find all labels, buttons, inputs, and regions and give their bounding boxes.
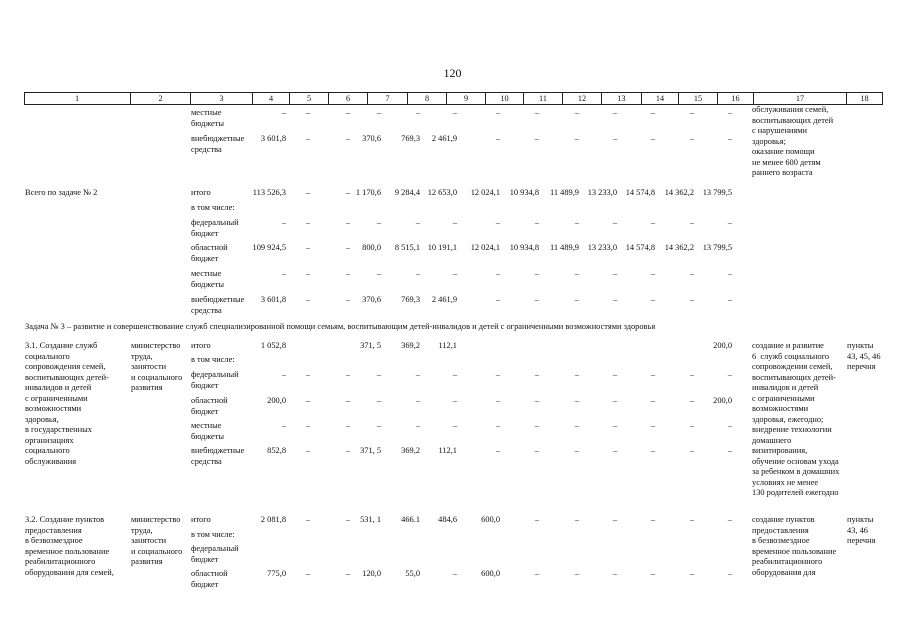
amount-cell: 775,0 (267, 569, 286, 578)
amount-cell: 13 799,5 (702, 188, 732, 197)
amount-cell: – (612, 295, 617, 304)
amount-cell: – (689, 515, 694, 524)
amount-cell: 2 461,9 (431, 295, 457, 304)
column-header-17: 17 (753, 93, 846, 104)
amount-cell: 14 574,8 (625, 243, 655, 252)
amount-cell: – (612, 396, 617, 405)
amount-cell: – (415, 108, 420, 117)
amount-cell: 13 233,0 (587, 243, 617, 252)
funding-source-label: итого (191, 515, 211, 524)
column-header-8: 8 (407, 93, 446, 104)
amount-cell: – (345, 269, 350, 278)
column-header-18: 18 (846, 93, 882, 104)
amount-cell: – (345, 108, 350, 117)
amount-cell: – (345, 569, 350, 578)
amount-cell: – (534, 108, 539, 117)
amount-cell: – (689, 134, 694, 143)
amount-cell: – (376, 108, 381, 117)
funding-source-label: местные бюджеты (191, 269, 225, 289)
amount-cell: 12 024,1 (470, 188, 500, 197)
amount-cell: 600,0 (481, 515, 500, 524)
amount-cell: 600,0 (481, 569, 500, 578)
funding-source-label: в том числе: (191, 203, 235, 212)
amount-cell: 852,8 (267, 446, 286, 455)
amount-cell: – (281, 269, 286, 278)
column-header-5: 5 (289, 93, 328, 104)
amount-cell: – (376, 370, 381, 379)
amount-cell: – (345, 515, 350, 524)
amount-cell: – (612, 218, 617, 227)
reference-text: пункты 43, 45, 46 перечня (847, 341, 881, 371)
amount-cell: – (650, 569, 655, 578)
amount-cell: – (689, 269, 694, 278)
activity-name: 3.1. Создание служб социального сопровождения семей, воспитывающих детей- инвалидов и детей с ограниченными возможностями здоровья, в государственных организациях социального обслуживания (25, 341, 109, 466)
amount-cell: – (650, 370, 655, 379)
amount-cell: – (452, 569, 457, 578)
amount-cell: – (534, 515, 539, 524)
amount-cell: – (574, 370, 579, 379)
column-header-11: 11 (523, 93, 562, 104)
column-header-4: 4 (252, 93, 289, 104)
amount-cell: – (495, 134, 500, 143)
amount-cell: – (574, 134, 579, 143)
amount-cell: 466.1 (401, 515, 420, 524)
amount-cell: – (305, 569, 310, 578)
funding-source-label: областной бюджет (191, 243, 228, 263)
amount-cell: 369,2 (401, 446, 420, 455)
amount-cell: – (305, 269, 310, 278)
amount-cell: – (305, 515, 310, 524)
amount-cell: – (415, 396, 420, 405)
responsible-executor: министерство труда, занятости и социального развития (131, 341, 183, 392)
amount-cell: 800,0 (362, 243, 381, 252)
amount-cell: – (727, 370, 732, 379)
funding-source-label: внебюджетные средства (191, 295, 245, 315)
amount-cell: – (305, 134, 310, 143)
amount-cell: – (650, 218, 655, 227)
funding-source-label: в том числе: (191, 355, 235, 364)
amount-cell: – (495, 421, 500, 430)
amount-cell: – (727, 446, 732, 455)
amount-cell: – (452, 370, 457, 379)
amount-cell: 3 601,8 (260, 134, 286, 143)
amount-cell: – (689, 108, 694, 117)
amount-cell: 10 934,8 (509, 243, 539, 252)
amount-cell: 200,0 (267, 396, 286, 405)
amount-cell: 14 362,2 (664, 243, 694, 252)
amount-cell: 12 653,0 (427, 188, 457, 197)
amount-cell: – (727, 134, 732, 143)
amount-cell: 3 601,8 (260, 295, 286, 304)
amount-cell: – (345, 134, 350, 143)
amount-cell: – (495, 446, 500, 455)
amount-cell: – (612, 515, 617, 524)
amount-cell: – (689, 569, 694, 578)
amount-cell: – (415, 218, 420, 227)
amount-cell: – (727, 269, 732, 278)
column-header-10: 10 (485, 93, 523, 104)
amount-cell: 10 191,1 (427, 243, 457, 252)
amount-cell: – (305, 421, 310, 430)
amount-cell: – (689, 446, 694, 455)
amount-cell: 2 461,9 (431, 134, 457, 143)
amount-cell: – (345, 243, 350, 252)
page-number: 120 (443, 66, 462, 80)
column-header-12: 12 (562, 93, 601, 104)
funding-source-label: федеральный бюджет (191, 218, 239, 238)
column-header-16: 16 (717, 93, 753, 104)
amount-cell: – (689, 218, 694, 227)
amount-cell: – (574, 295, 579, 304)
amount-cell: – (415, 269, 420, 278)
amount-cell: 113 526,3 (252, 188, 286, 197)
amount-cell: 8 515,1 (394, 243, 420, 252)
amount-cell: 370,6 (362, 134, 381, 143)
amount-cell: – (612, 446, 617, 455)
amount-cell: – (612, 370, 617, 379)
amount-cell: – (495, 370, 500, 379)
amount-cell: – (650, 515, 655, 524)
amount-cell: – (305, 295, 310, 304)
column-header-3: 3 (190, 93, 252, 104)
amount-cell: – (727, 218, 732, 227)
column-header-13: 13 (601, 93, 641, 104)
funding-source-label: в том числе: (191, 530, 235, 539)
amount-cell: – (495, 295, 500, 304)
amount-cell: 112,1 (438, 341, 457, 350)
amount-cell: – (376, 269, 381, 278)
amount-cell: 11 489,9 (549, 243, 579, 252)
amount-cell: 371, 5 (360, 446, 381, 455)
amount-cell: 9 284,4 (394, 188, 420, 197)
column-header-6: 6 (328, 93, 367, 104)
amount-cell: – (574, 421, 579, 430)
amount-cell: – (574, 396, 579, 405)
amount-cell: – (281, 421, 286, 430)
task-total-title: Всего по задаче № 2 (25, 188, 98, 197)
activity-name: 3.2. Создание пунктов предоставления в безвозмездное временное пользование реабилитационного оборудования для семей, (25, 515, 114, 577)
amount-cell: – (534, 569, 539, 578)
funding-source-label: местные бюджеты (191, 108, 225, 128)
funding-source-label: федеральный бюджет (191, 544, 239, 564)
amount-cell: 1 052,8 (260, 341, 286, 350)
column-header-2: 2 (130, 93, 190, 104)
amount-cell: – (574, 218, 579, 227)
amount-cell: – (612, 134, 617, 143)
amount-cell: – (281, 370, 286, 379)
amount-cell: – (727, 295, 732, 304)
amount-cell: – (345, 188, 350, 197)
funding-source-label: областной бюджет (191, 569, 228, 589)
amount-cell: – (574, 446, 579, 455)
amount-cell: – (650, 421, 655, 430)
amount-cell: 531, 1 (360, 515, 381, 524)
amount-cell: 14 574,8 (625, 188, 655, 197)
funding-source-label: внебюджетные средства (191, 446, 245, 466)
amount-cell: – (452, 421, 457, 430)
amount-cell: – (650, 295, 655, 304)
amount-cell: – (281, 218, 286, 227)
amount-cell: – (534, 134, 539, 143)
amount-cell: – (534, 421, 539, 430)
amount-cell: 14 362,2 (664, 188, 694, 197)
column-header-9: 9 (446, 93, 485, 104)
column-header-14: 14 (641, 93, 678, 104)
amount-cell: – (495, 108, 500, 117)
amount-cell: – (305, 370, 310, 379)
amount-cell: – (534, 218, 539, 227)
amount-cell: – (727, 515, 732, 524)
amount-cell: – (574, 515, 579, 524)
amount-cell: – (727, 569, 732, 578)
amount-cell: – (534, 269, 539, 278)
amount-cell: – (415, 421, 420, 430)
amount-cell: – (612, 269, 617, 278)
amount-cell: – (345, 218, 350, 227)
funding-source-label: итого (191, 188, 211, 197)
amount-cell: – (495, 396, 500, 405)
expected-result-text: создание пунктов предоставления в безвозмездное временное пользование реабилитационного оборудования для (752, 515, 837, 577)
amount-cell: – (612, 569, 617, 578)
amount-cell: 200,0 (713, 396, 732, 405)
amount-cell: – (689, 396, 694, 405)
amount-cell: 120,0 (362, 569, 381, 578)
amount-cell: – (415, 370, 420, 379)
expected-result-text: создание и развитие 6 служб социального сопровождения семей, воспитывающих детей- инвалидов и детей с ограниченными возможностями здоровья, ежегодно; внедрение технологии домашнего визитирования, обучение основам ухода за ребенком в домашних условиях не менее 130 родителей ежегодно (752, 341, 840, 497)
amount-cell: 55,0 (405, 569, 420, 578)
amount-cell: – (452, 108, 457, 117)
amount-cell: – (650, 446, 655, 455)
amount-cell: 484,6 (438, 515, 457, 524)
amount-cell: 13 233,0 (587, 188, 617, 197)
reference-text: пункты 43, 46 перечня (847, 515, 876, 545)
amount-cell: 2 081,8 (260, 515, 286, 524)
amount-cell: 369,2 (401, 341, 420, 350)
amount-cell: – (689, 370, 694, 379)
amount-cell: – (345, 446, 350, 455)
amount-cell: – (376, 421, 381, 430)
amount-cell: – (376, 218, 381, 227)
amount-cell: 370,6 (362, 295, 381, 304)
amount-cell: – (305, 188, 310, 197)
amount-cell: 200,0 (713, 341, 732, 350)
amount-cell: – (305, 218, 310, 227)
amount-cell: – (452, 396, 457, 405)
amount-cell: 12 024,1 (470, 243, 500, 252)
amount-cell: – (534, 396, 539, 405)
amount-cell: 371, 5 (360, 341, 381, 350)
column-header-1: 1 (74, 94, 80, 103)
amount-cell: 13 799,5 (702, 243, 732, 252)
amount-cell: – (534, 446, 539, 455)
column-header-row (24, 92, 883, 105)
funding-source-label: федеральный бюджет (191, 370, 239, 390)
responsible-executor: министерство труда, занятости и социального развития (131, 515, 183, 566)
amount-cell: – (345, 421, 350, 430)
amount-cell: – (345, 370, 350, 379)
amount-cell: – (727, 421, 732, 430)
amount-cell: – (727, 108, 732, 117)
column-header-15: 15 (678, 93, 717, 104)
amount-cell: – (650, 108, 655, 117)
amount-cell: – (574, 569, 579, 578)
funding-source-label: внебюджетные средства (191, 134, 245, 154)
amount-cell: 10 934,8 (509, 188, 539, 197)
amount-cell: – (281, 108, 286, 117)
amount-cell: – (650, 396, 655, 405)
funding-source-label: областной бюджет (191, 396, 228, 416)
amount-cell: – (452, 218, 457, 227)
amount-cell: – (650, 269, 655, 278)
column-header-7: 7 (367, 93, 407, 104)
task-heading: Задача № 3 – развитие и совершенствование служб специализированной помощи семьям, воспитывающим детей-инвалидов и детей с ограниченными возможностями здоровья (25, 322, 656, 331)
amount-cell: – (376, 396, 381, 405)
amount-cell: – (495, 269, 500, 278)
amount-cell: 112,1 (438, 446, 457, 455)
amount-cell: – (305, 108, 310, 117)
amount-cell: – (650, 134, 655, 143)
amount-cell: 11 489,9 (549, 188, 579, 197)
amount-cell: – (689, 295, 694, 304)
amount-cell: – (305, 396, 310, 405)
amount-cell: – (452, 269, 457, 278)
amount-cell: – (534, 295, 539, 304)
amount-cell: – (612, 108, 617, 117)
amount-cell: – (612, 421, 617, 430)
amount-cell: – (495, 218, 500, 227)
amount-cell: – (574, 108, 579, 117)
amount-cell: – (574, 269, 579, 278)
amount-cell: – (534, 370, 539, 379)
amount-cell: – (305, 243, 310, 252)
amount-cell: – (689, 421, 694, 430)
amount-cell: – (345, 295, 350, 304)
amount-cell: 769,3 (401, 134, 420, 143)
amount-cell: 769,3 (401, 295, 420, 304)
amount-cell: – (305, 446, 310, 455)
amount-cell: 1 170,6 (355, 188, 381, 197)
amount-cell: 109 924,5 (252, 243, 286, 252)
funding-source-label: итого (191, 341, 211, 350)
amount-cell: – (345, 396, 350, 405)
funding-source-label: местные бюджеты (191, 421, 225, 441)
expected-result-text: обслуживания семей, воспитывающих детей с нарушениями здоровья; оказание помощи не менее 600 детям раннего возраста (752, 105, 834, 177)
